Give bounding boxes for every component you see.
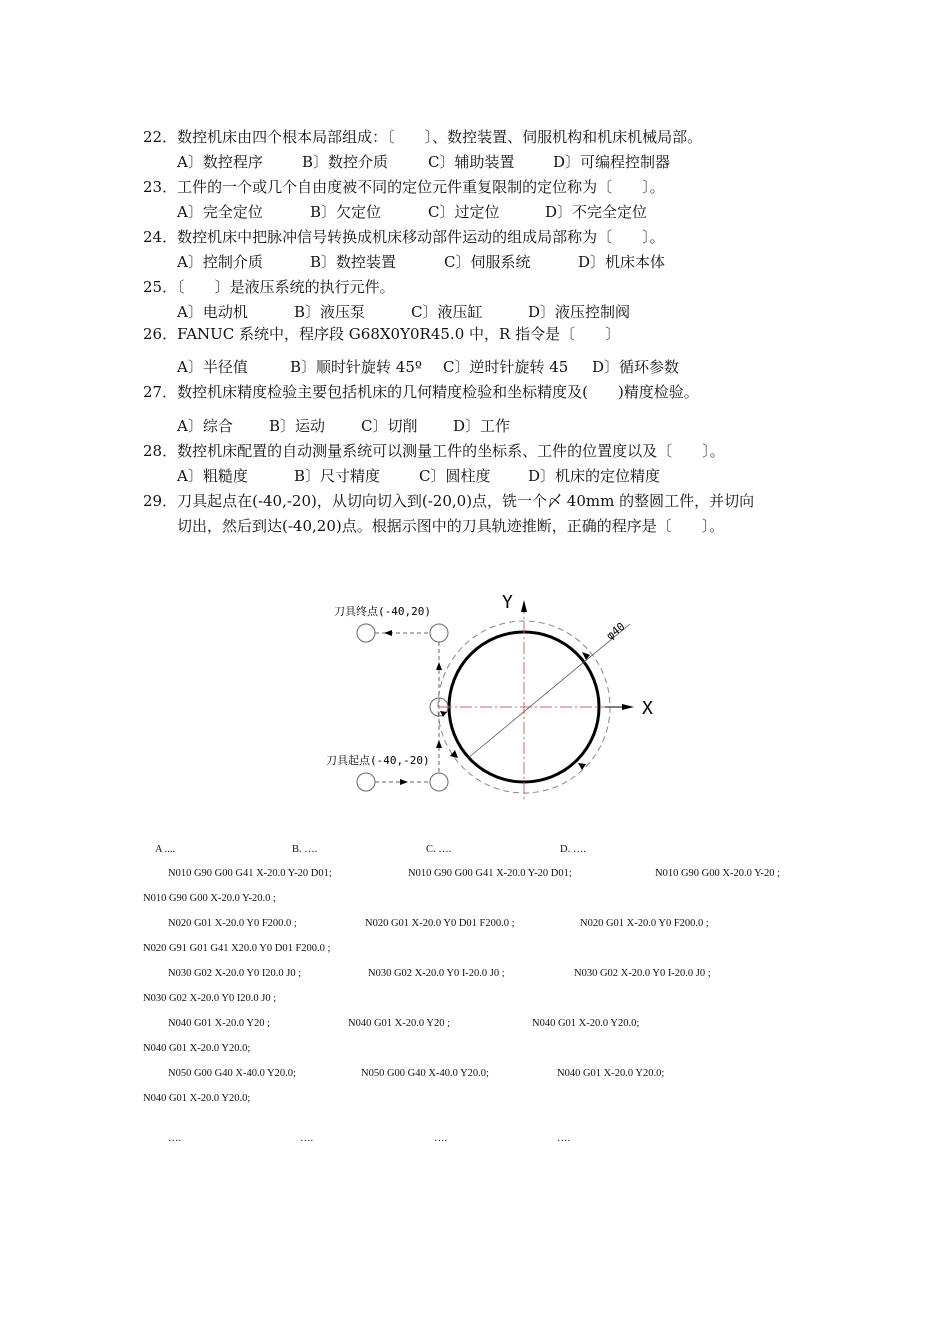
q25-option-b: B〕液压泵 [294, 303, 366, 321]
q28-option-a: A〕粗糙度 [177, 467, 248, 485]
tool-start-circle-2 [430, 773, 448, 791]
q24-stem: 24．数控机床中把脉冲信号转换成机床移动部件运动的组成局部称为〔 〕。 [143, 228, 665, 246]
q26-stem: 26．FANUC 系统中，程序段 G68X0Y0R45.0 中，R 指令是〔 〕 [143, 325, 621, 343]
program-b-line-2: N020 G01 X-20.0 Y0 D01 F200.0 ; [365, 918, 515, 929]
program-d-line-1: N010 G90 G00 X-20.0 Y-20.0 ; [143, 893, 276, 904]
q24-option-a: A〕控制介质 [177, 253, 263, 271]
q23-option-b: B〕欠定位 [310, 203, 382, 221]
program-a-line-3: N030 G02 X-20.0 Y0 I20.0 J0 ; [168, 968, 302, 979]
choice-b-header: B. …. [292, 844, 318, 855]
program-a-tail: …. [168, 1133, 182, 1144]
tool-start-position [357, 773, 375, 791]
choice-a-header: A .... [155, 844, 176, 855]
program-c-tail: …. [434, 1133, 448, 1144]
q28-option-b: B〕尺寸精度 [294, 467, 381, 485]
q27-option-c: C〕切削 [361, 417, 418, 435]
program-b-line-4: N040 G01 X-20.0 Y20 ; [348, 1018, 450, 1029]
q29-stem: 29．刀具起点在(-40,-20)，从切向切入到(-20,0)点，铣一个〆 40mm 的整圆工件，并切向 [143, 492, 755, 510]
program-b-line-3: N030 G02 X-20.0 Y0 I-20.0 J0 ; [368, 968, 505, 979]
q25-option-d: D〕液压控制阀 [528, 303, 631, 321]
up-arrow-2 [436, 740, 442, 748]
q27-option-d: D〕工作 [453, 417, 511, 435]
arc-arrow-bottom [450, 750, 458, 758]
program-b-line-5: N050 G00 G40 X-40.0 Y20.0; [361, 1068, 489, 1079]
diameter-leader [468, 624, 630, 758]
q26-option-b: B〕顺时针旋转 45º [290, 358, 422, 376]
x-axis-label: X [642, 698, 653, 719]
y-axis-arrow [521, 600, 527, 612]
q26-option-a: A〕半径值 [177, 358, 248, 376]
choice-c-header: C. …. [426, 844, 452, 855]
q27-option-b: B〕运动 [269, 417, 326, 435]
start-direction-arrow [400, 779, 408, 785]
q22-option-b: B〕数控介质 [302, 153, 389, 171]
q23-option-d: D〕不完全定位 [545, 203, 648, 221]
q24-option-b: B〕数控装置 [310, 253, 397, 271]
x-axis-arrow [622, 704, 634, 710]
program-c-line-4: N040 G01 X-20.0 Y20.0; [532, 1018, 640, 1029]
q23-option-a: A〕完全定位 [177, 203, 263, 221]
y-axis-label: Y [502, 592, 513, 613]
program-c-line-3: N030 G02 X-20.0 Y0 I-20.0 J0 ; [574, 968, 711, 979]
q27-stem: 27．数控机床精度检验主要包括机床的几何精度检验和坐标精度及( )精度检验。 [143, 383, 699, 401]
q25-option-a: A〕电动机 [177, 303, 248, 321]
q22-stem: 22．数控机床由四个根本局部组成：〔 〕、数控装置、伺服机构和机床机械局部。 [143, 128, 703, 146]
tool-end-position [357, 624, 375, 642]
program-d-line-5: N040 G01 X-20.0 Y20.0; [143, 1093, 251, 1104]
diameter-label: φ40 [603, 619, 628, 643]
program-a-line-4: N040 G01 X-20.0 Y20 ; [168, 1018, 270, 1029]
q22-option-d: D〕可编程控制器 [553, 153, 671, 171]
q28-option-d: D〕机床的定位精度 [528, 467, 661, 485]
q29-stem-continued: 切出，然后到达(-40,20)点。根据示图中的刀具轨迹推断，正确的程序是〔 〕。 [177, 517, 725, 535]
q23-stem: 23．工件的一个或几个自由度被不同的定位元件重复限制的定位称为〔 〕。 [143, 178, 665, 196]
program-b-line-1: N010 G90 G00 G41 X-20.0 Y-20 D01; [408, 868, 572, 879]
program-a-line-2: N020 G01 X-20.0 Y0 F200.0 ; [168, 918, 297, 929]
q28-option-c: C〕圆柱度 [419, 467, 491, 485]
program-c-line-1: N010 G90 G00 X-20.0 Y-20 ; [655, 868, 781, 879]
program-a-line-5: N050 G00 G40 X-40.0 Y20.0; [168, 1068, 296, 1079]
program-d-line-2: N020 G91 G01 G41 X20.0 Y0 D01 F200.0 ; [143, 943, 331, 954]
tool-end-circle-2 [430, 624, 448, 642]
q22-option-a: A〕数控程序 [177, 153, 263, 171]
q28-stem: 28．数控机床配置的自动测量系统可以测量工件的坐标系、工件的位置度以及〔 〕。 [143, 442, 725, 460]
q25-stem: 25．〔 〕是液压系统的执行元件。 [143, 278, 395, 296]
arc-arrow-bottom-right [578, 763, 586, 770]
q24-option-d: D〕机床本体 [578, 253, 666, 271]
program-b-tail: …. [300, 1133, 314, 1144]
up-arrow-1 [436, 662, 442, 670]
q26-option-d: D〕循环参数 [592, 358, 680, 376]
tool-path-figure [300, 580, 680, 810]
tool-end-label: 刀具终点(-40,20) [334, 605, 431, 618]
program-a-line-1: N010 G90 G00 G41 X-20.0 Y-20 D01; [168, 868, 332, 879]
q24-option-c: C〕伺服系统 [444, 253, 531, 271]
choice-d-header: D. …. [560, 844, 586, 855]
program-d-tail: …. [557, 1133, 571, 1144]
q26-option-c: C〕逆时针旋转 45 [443, 358, 569, 376]
q22-option-c: C〕辅助装置 [428, 153, 515, 171]
tool-start-label: 刀具起点(-40,-20) [326, 754, 430, 767]
q25-option-c: C〕液压缸 [411, 303, 483, 321]
program-d-line-4: N040 G01 X-20.0 Y20.0; [143, 1043, 251, 1054]
q23-option-c: C〕过定位 [428, 203, 500, 221]
end-direction-arrow [384, 630, 392, 636]
program-d-line-3: N030 G02 X-20.0 Y0 I20.0 J0 ; [143, 993, 277, 1004]
program-c-line-2: N020 G01 X-20.0 Y0 F200.0 ; [580, 918, 709, 929]
q27-option-a: A〕综合 [177, 417, 233, 435]
program-c-line-5: N040 G01 X-20.0 Y20.0; [557, 1068, 665, 1079]
